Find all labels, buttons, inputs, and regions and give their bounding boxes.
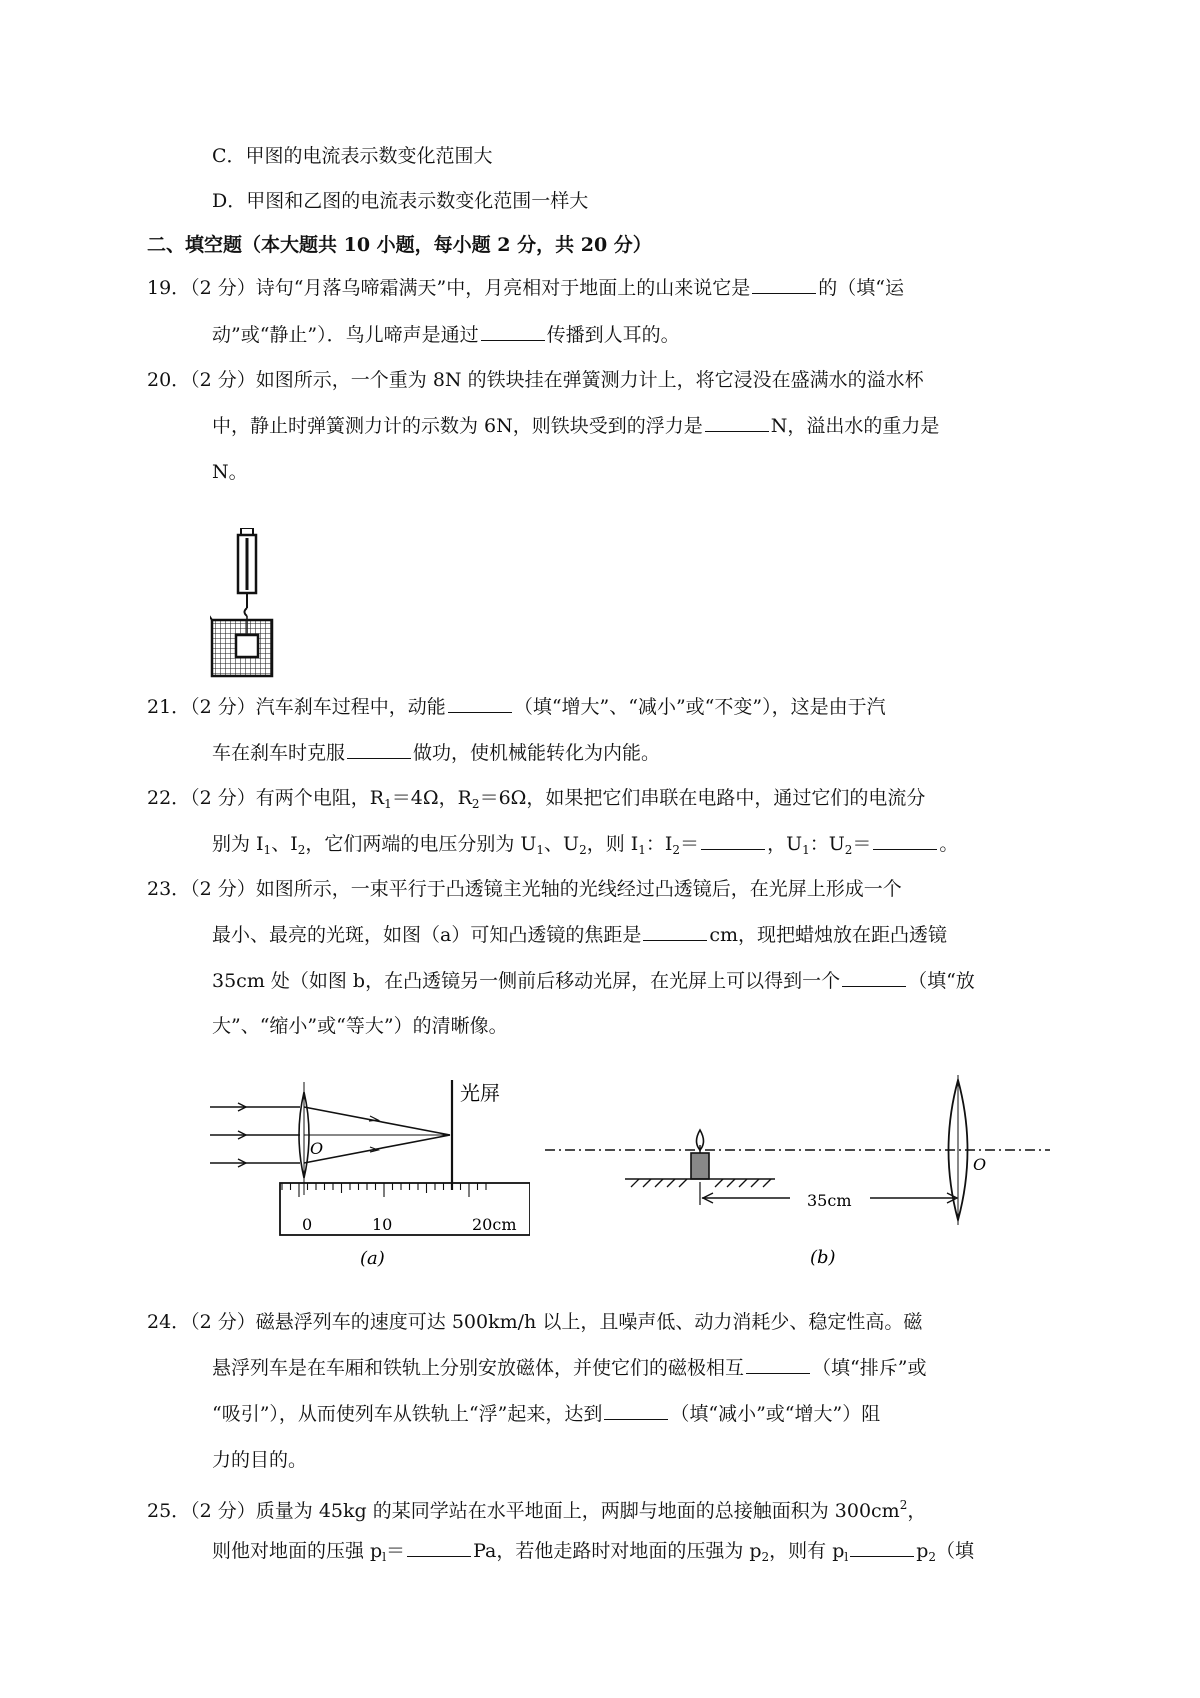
distance-label: 35cm <box>807 1191 852 1210</box>
answer-blank[interactable] <box>481 322 545 341</box>
question-24-line4: 力的目的。 <box>212 1449 308 1471</box>
spring-balance-figure <box>210 528 280 678</box>
question-19-line2: 动”或“静止”）．鸟儿啼声是通过 传播到人耳的。 <box>212 324 680 346</box>
question-22-line2: 别为 $I_1$、$I_2$，它们两端的电压分别为 $U_1$、$U_2$，则 $I_1$：$I_2=$ ，$U_1$：$U_2=$ 。 <box>212 833 959 857</box>
answer-blank[interactable] <box>701 831 765 850</box>
question-21-line1: 21．（2 分）汽车刹车过程中，动能 （填“增大”、“减小”或“不变”），这是由于汽 <box>147 696 886 718</box>
question-20-line2: 中，静止时弹簧测力计的示数为 6N，则铁块受到的浮力是 N，溢出水的重力是 <box>212 415 940 437</box>
answer-blank[interactable] <box>850 1538 914 1557</box>
question-19-line1: 19．（2 分）诗句“月落乌啼霜满天”中，月亮相对于地面上的山来说它是 的（填“运 <box>147 277 904 299</box>
answer-blank[interactable] <box>347 740 411 759</box>
question-23-line4: 大”、“缩小”或“等大”）的清晰像。 <box>212 1015 508 1037</box>
question-22-line1: 22．（2 分）有两个电阻，$R_1=4\Omega$，$R_2=6\Omega$，如果把它们串联在电路中，通过它们的电流分 <box>147 787 926 811</box>
figure-a-caption: (a) <box>360 1248 385 1269</box>
answer-blank[interactable] <box>643 922 707 941</box>
question-24-line2: 悬浮列车是在车厢和铁轨上分别安放磁体，并使它们的磁极相互 （填“排斥”或 <box>212 1357 927 1379</box>
lens-center-label: O <box>973 1155 987 1174</box>
figure-b-caption: (b) <box>810 1247 836 1268</box>
lens-center-label: O <box>310 1139 324 1158</box>
candle-lens-figure-b <box>545 1070 1050 1270</box>
question-23-line3: 35cm 处（如图 b，在凸透镜另一侧前后移动光屏，在光屏上可以得到一个 （填“放 <box>212 970 975 992</box>
question-24-line3: “吸引”），从而使列车从铁轨上“浮”起来，达到 （填“减小”或“增大”）阻 <box>212 1403 881 1425</box>
question-25-line1: 25．（2 分）质量为 45kg 的某同学站在水平地面上，两脚与地面的总接触面积为 $300cm^2$， <box>147 1498 927 1522</box>
answer-blank[interactable] <box>873 831 937 850</box>
ruler-tick-0: 0 <box>302 1215 313 1234</box>
answer-blank[interactable] <box>752 275 816 294</box>
answer-blank[interactable] <box>705 413 769 432</box>
screen-label: 光屏 <box>460 1081 500 1105</box>
question-24-line1: 24．（2 分）磁悬浮列车的速度可达 500km/h 以上，且噪声低、动力消耗少、稳定性高。磁 <box>147 1311 923 1333</box>
option-c: C．甲图的电流表示数变化范围大 <box>212 145 493 167</box>
question-23-line2: 最小、最亮的光斑，如图（a）可知凸透镜的焦距是 cm，现把蜡烛放在距凸透镜 <box>212 924 948 946</box>
lens-focal-figure-a <box>210 1070 530 1270</box>
answer-blank[interactable] <box>407 1538 471 1557</box>
ruler-ticks <box>282 1183 486 1197</box>
question-25-line2: 则他对地面的压强 $p_l= Pa$，若他走路时对地面的压强为 $p_2$，则有 $p_l$ $p_2$（填 <box>212 1540 975 1564</box>
question-23-line1: 23．（2 分）如图所示，一束平行于凸透镜主光轴的光线经过凸透镜后，在光屏上形成一个 <box>147 878 902 900</box>
question-21-line2: 车在刹车时克服 做功，使机械能转化为内能。 <box>212 742 661 764</box>
section-heading: 二、填空题（本大题共 10 小题，每小题 2 分，共 20 分） <box>147 234 652 256</box>
answer-blank[interactable] <box>842 968 906 987</box>
answer-blank[interactable] <box>746 1355 810 1374</box>
answer-blank[interactable] <box>604 1401 668 1420</box>
question-20-line3: N。 <box>212 461 248 483</box>
ruler-tick-10: 10 <box>372 1215 393 1234</box>
answer-blank[interactable] <box>448 694 512 713</box>
option-d: D．甲图和乙图的电流表示数变化范围一样大 <box>212 190 589 212</box>
ruler-tick-20: 20cm <box>472 1215 517 1234</box>
question-20-line1: 20．（2 分）如图所示，一个重为 8N 的铁块挂在弹簧测力计上，将它浸没在盛满水的溢水杯 <box>147 369 924 391</box>
